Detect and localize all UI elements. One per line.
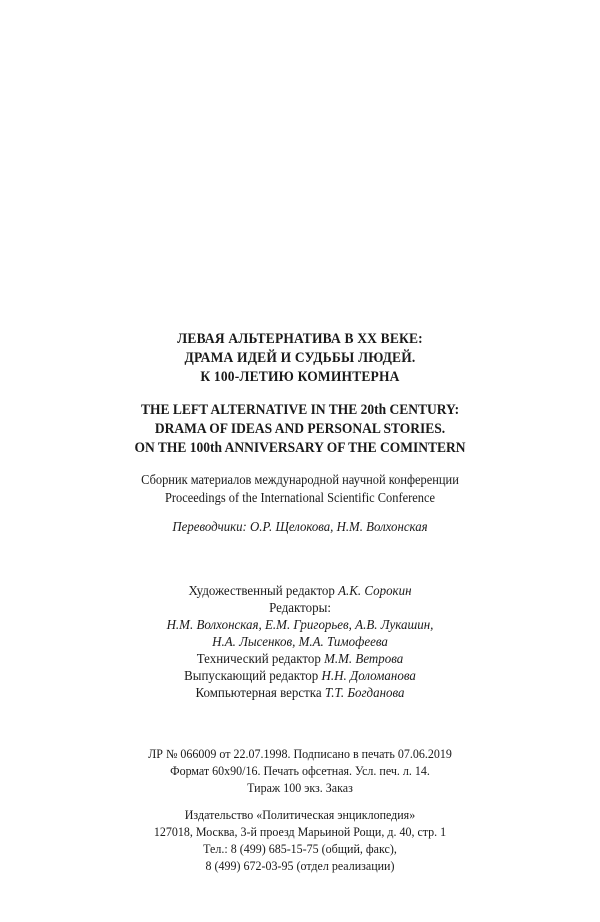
- credit-art-editor: [12, 582, 588, 599]
- title-ru-line: ЛЕВАЯ АЛЬТЕРНАТИВА В ХХ ВЕКЕ:: [177, 331, 423, 347]
- translators: Переводчики: О.Р. Щелокова, Н.М. Волхонская: [172, 519, 428, 534]
- title-en-line: DRAMA OF IDEAS AND PERSONAL STORIES.: [154, 421, 446, 437]
- credit-editors-role: Редакторы:: [269, 600, 331, 615]
- credit-role: Выпускающий редактор: [184, 668, 322, 683]
- publisher-line: 8 (499) 672-03-95 (отдел реализации): [205, 859, 395, 873]
- imprint-line: ЛР № 066009 от 22.07.1998. Подписано в печать 07.06.2019: [148, 747, 452, 761]
- credit-name: Н.Н. Доломанова: [321, 668, 416, 683]
- subtitle-ru: Сборник материалов международной научной конференции: [141, 472, 459, 487]
- credit-role: Художественный редактор: [188, 583, 339, 598]
- credit-name: М.М. Ветрова: [324, 651, 404, 666]
- credit-issuing-editor: [12, 667, 588, 684]
- publisher-block: [12, 807, 588, 875]
- title-english: [30, 401, 570, 458]
- credit-name: А.К. Сорокин: [338, 583, 412, 598]
- publisher-line: 127018, Москва, 3-й проезд Марьиной Рощи, д. 40, стр. 1: [153, 825, 447, 839]
- credits-block: [12, 582, 588, 701]
- credit-editors-names: Н.А. Лысенков, М.А. Тимофеева: [212, 634, 388, 649]
- credit-editors-names: Н.М. Волхонская, Е.М. Григорьев, А.В. Лукашин,: [166, 617, 434, 632]
- credit-tech-editor: [12, 650, 588, 667]
- subtitle: [24, 471, 576, 507]
- title-ru-line: К 100-ЛЕТИЮ КОМИНТЕРНА: [200, 369, 400, 385]
- title-en-line: THE LEFT ALTERNATIVE IN THE 20th CENTURY:: [140, 402, 460, 418]
- credit-role: Технический редактор: [196, 651, 325, 666]
- publisher-line: Издательство «Политическая энциклопедия»: [184, 808, 416, 822]
- credit-name: Т.Т. Богданова: [324, 685, 405, 700]
- subtitle-en: Proceedings of the International Scientific Conference: [164, 490, 436, 505]
- imprint-block: [12, 746, 588, 797]
- imprint-line: Тираж 100 экз. Заказ: [247, 781, 353, 795]
- title-russian: [30, 330, 570, 387]
- credit-layout: [12, 684, 588, 701]
- title-en-line: ON THE 100th ANNIVERSARY OF THE COMINTERN: [134, 440, 466, 456]
- credit-role: Компьютерная верстка: [195, 685, 325, 700]
- publisher-line: Тел.: 8 (499) 685-15-75 (общий, факс),: [203, 842, 397, 856]
- imprint-line: Формат 60x90/16. Печать офсетная. Усл. печ. л. 14.: [170, 764, 430, 778]
- title-ru-line: ДРАМА ИДЕЙ И СУДЬБЫ ЛЮДЕЙ.: [184, 350, 416, 366]
